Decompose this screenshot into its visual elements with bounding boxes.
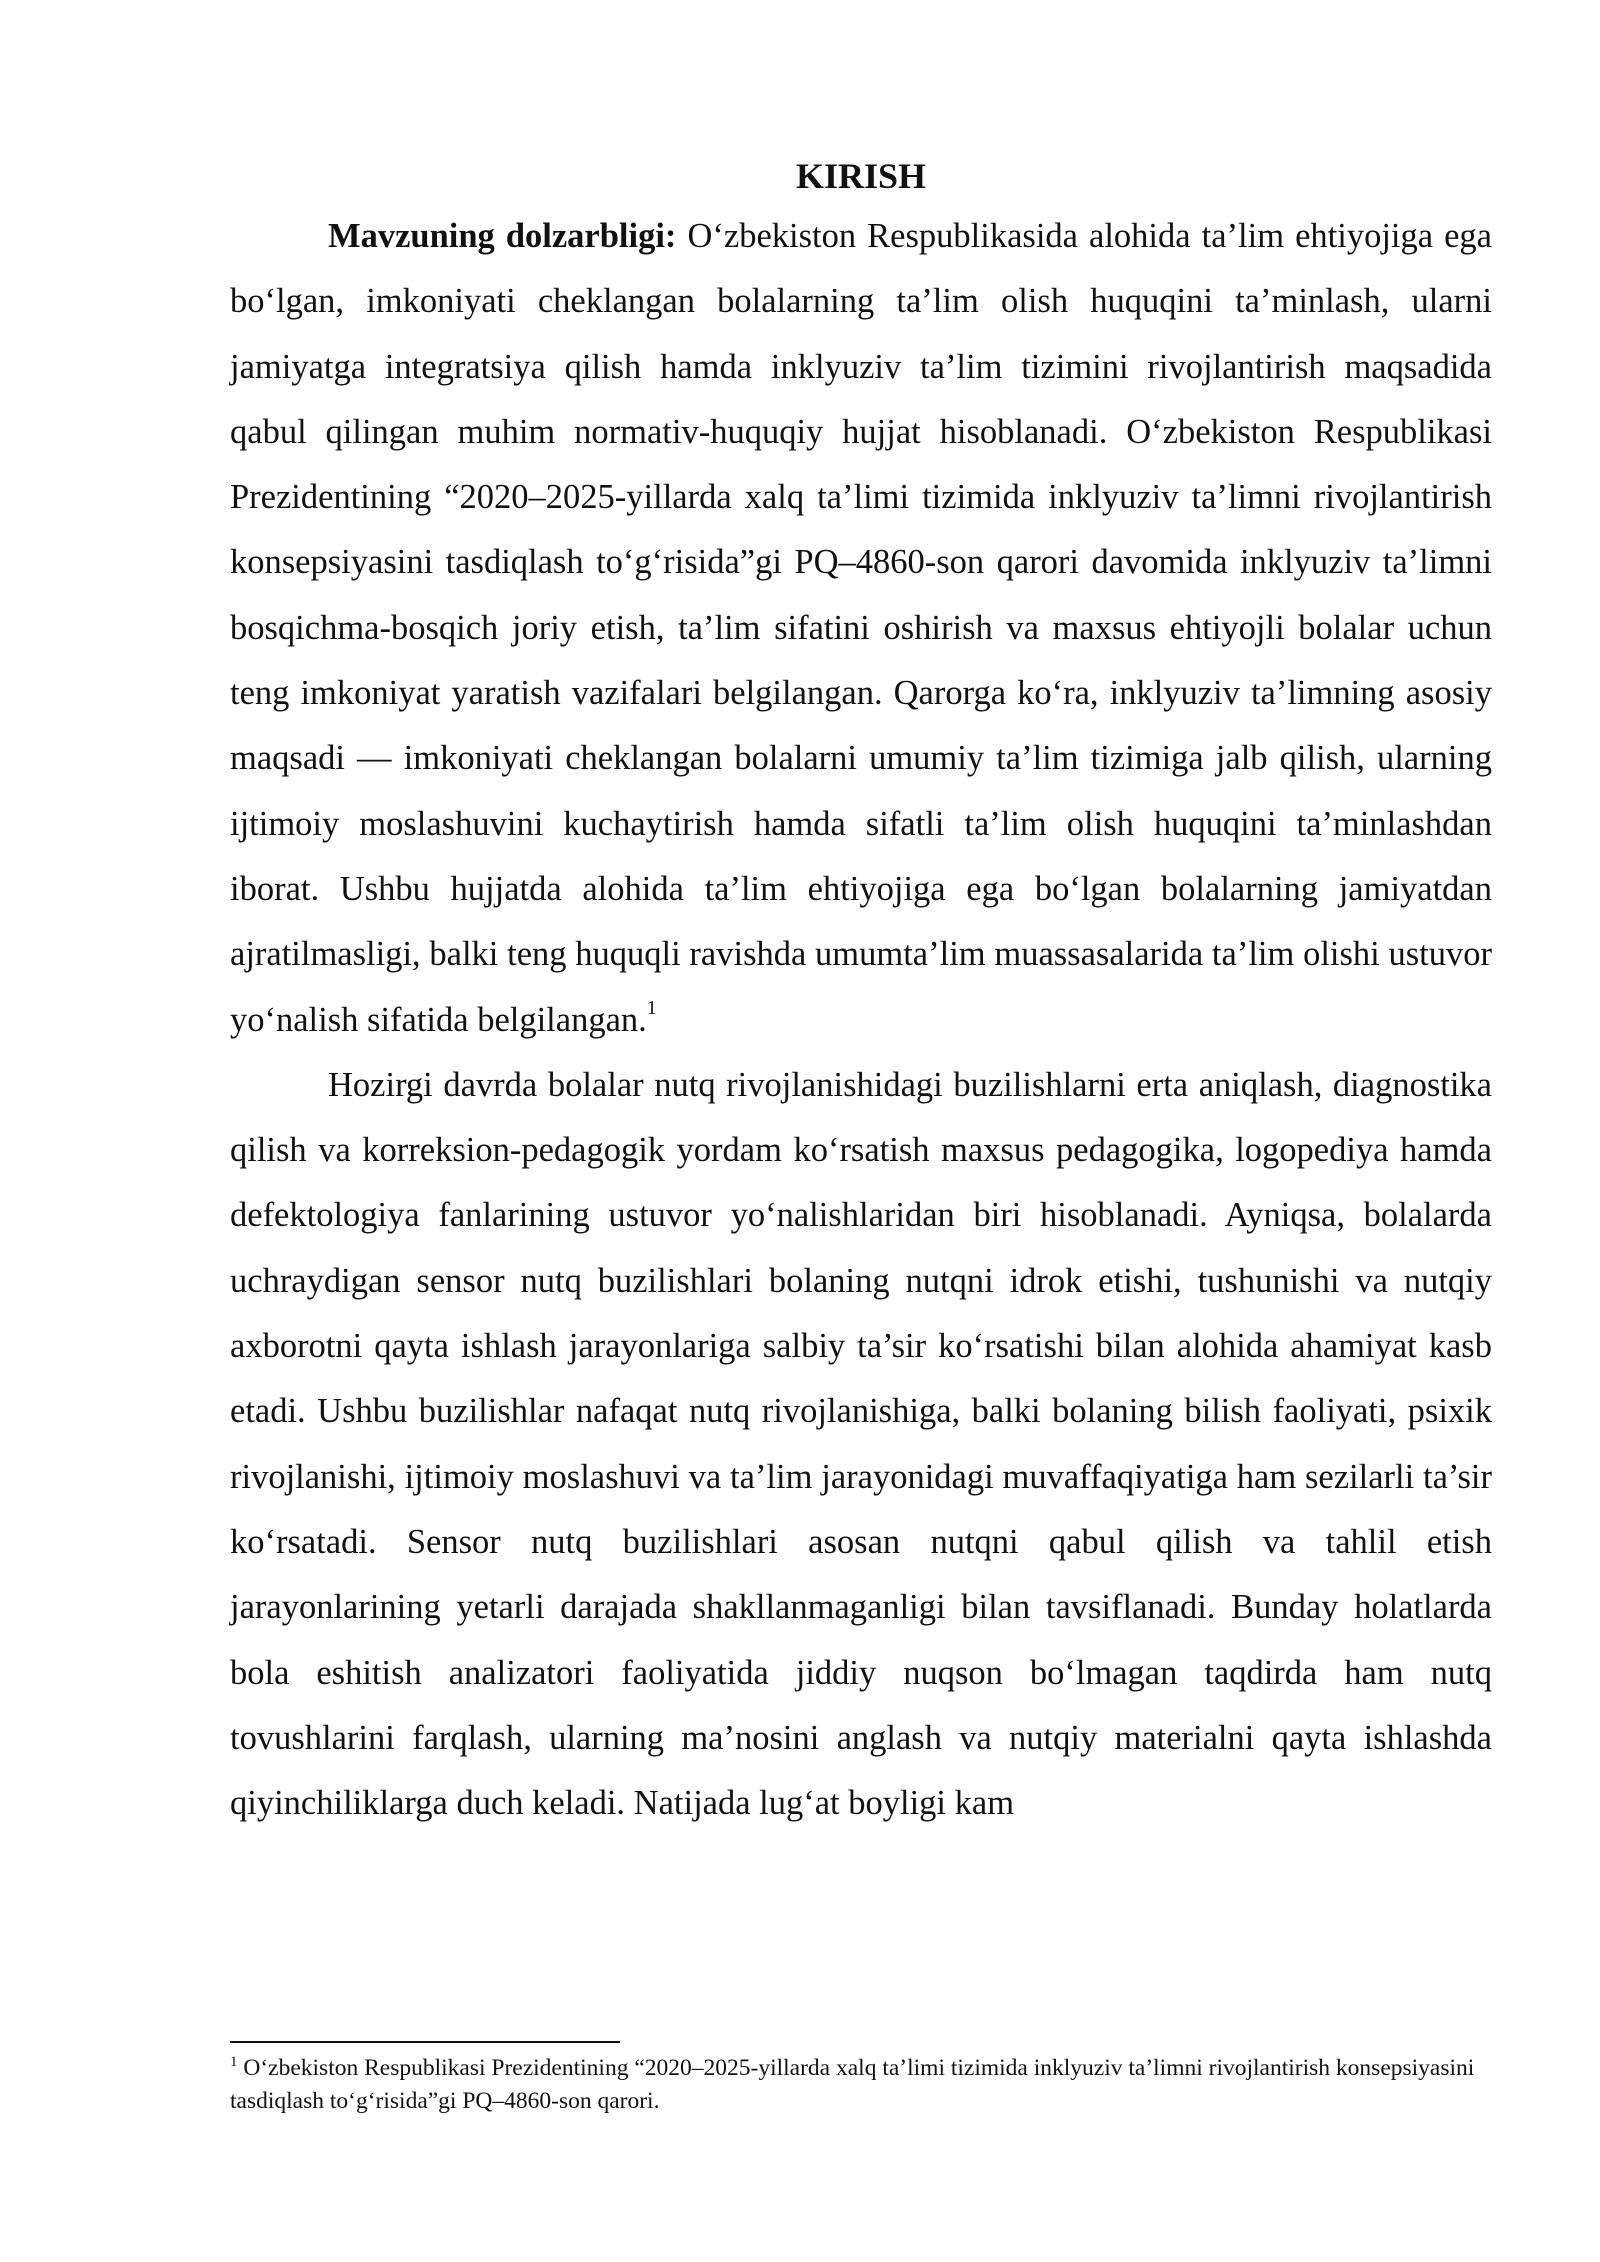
paragraph-relevance	[230, 204, 1492, 1053]
footnote-number: 1	[230, 2054, 238, 2071]
footnote	[230, 2052, 1492, 2118]
paragraph-current-period	[230, 1053, 1492, 1837]
page-title: KIRISH	[795, 156, 927, 196]
footnote-reference[interactable]: 1	[646, 997, 657, 1020]
footnote-text: O‘zbekiston Respublikasi Prezidentining “2020–2025-yillarda xalq ta’limi tizimida inklyuziv ta’limni rivojlantirish konsepsiyasini tasdiqlash to‘g‘risida”gi PQ–4860-son qarori.	[230, 2055, 1475, 2114]
relevance-lead: Mavzuning dolzarbligi:	[328, 217, 677, 255]
footnote-divider	[230, 2041, 620, 2043]
relevance-text: O‘zbekiston Respublikasida alohida ta’lim ehtiyojiga ega bo‘lgan, imkoniyati cheklangan bolalarning ta’lim olish huquqini ta’minlash, ularni jamiyatga integratsiya qilish hamda inklyuziv ta’lim tizimini rivojlantirish maqsadida qabul qilingan muhim normativ-huquqiy hujjat hisoblanadi. O‘zbekiston Respublikasi Prezidentining “2020–2025-yillarda xalq ta’limi tizimida inklyuziv ta’limni rivojlantirish konsepsiyasini tasdiqlash to‘g‘risida”gi PQ–4860-son qarori davomida inklyuziv ta’limni bosqichma-bosqich joriy etish, ta’lim sifatini oshirish va maxsus ehtiyojli bolalar uchun teng imkoniyat yaratish vazifalari belgilangan. Qarorga ko‘ra, inklyuziv ta’limning asosiy maqsadi — imkoniyati cheklangan bolalarni umumiy ta’lim tizimiga jalb qilish, ularning ijtimoiy moslashuvini kuchaytirish hamda sifatli ta’lim olish huquqini ta’minlashdan iborat. Ushbu hujjatda alohida ta’lim ehtiyojiga ega bo‘lgan bolalarning jamiyatdan ajratilmasligi, balki teng huquqli ravishda umumta’lim muassasalarida ta’lim olishi ustuvor yo‘nalish sifatida belgilangan.	[230, 217, 1492, 1039]
document-body	[230, 148, 1492, 1836]
current-period-text: Hozirgi davrda bolalar nutq rivojlanishidagi buzilishlarni erta aniqlash, diagnostika qilish va korreksion-pedagogik yordam ko‘rsatish maxsus pedagogika, logopediya hamda defektologiya fanlarining ustuvor yo‘nalishlaridan biri hisoblanadi. Ayniqsa, bolalarda uchraydigan sensor nutq buzilishlari bolaning nutqni idrok etishi, tushunishi va nutqiy axborotni qayta ishlash jarayonlariga salbiy ta’sir ko‘rsatishi bilan alohida ahamiyat kasb etadi. Ushbu buzilishlar nafaqat nutq rivojlanishiga, balki bolaning bilish faoliyati, psixik rivojlanishi, ijtimoiy moslashuvi va ta’lim jarayonidagi muvaffaqiyatiga ham sezilarli ta’sir ko‘rsatadi. Sensor nutq buzilishlari asosan nutqni qabul qilish va tahlil etish jarayonlarining yetarli darajada shakllanmaganligi bilan tavsiflanadi. Bunday holatlarda bola eshitish analizatori faoliyatida jiddiy nuqson bo‘lmagan taqdirda ham nutq tovushlarini farqlash, ularning ma’nosini anglash va nutqiy materialni qayta ishlashda qiyinchiliklarga duch keladi. Natijada lug‘at boyligi kam	[230, 1065, 1492, 1823]
